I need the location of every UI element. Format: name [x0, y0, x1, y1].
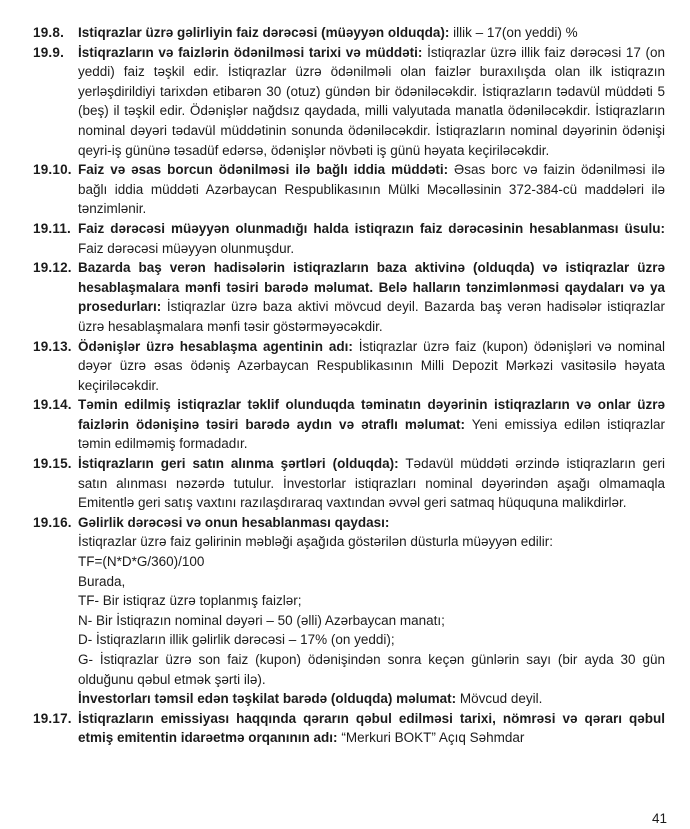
section-number: 19.13. — [33, 338, 72, 354]
section-text — [78, 709, 665, 748]
section-number: 19.15. — [33, 456, 72, 472]
formula-line: TF=(N*D*G/360)/100 — [78, 554, 205, 570]
section-19-15 — [33, 454, 665, 513]
section-number: 19.10. — [33, 162, 72, 178]
section-title: Ödənişlər üzrə hesablaşma agentinin adı: — [78, 338, 353, 354]
page-number: 41 — [651, 811, 667, 826]
section-body: İstiqrazlar üzrə faiz (kupon) ödənişləri və nominal dəyər üzrə əsas ödəniş Azərbaycan Respublikasının Milli Depozit Mərkəzi vasitəsilə həyata keçiriləcəkdir. — [78, 338, 665, 393]
section-title: Faiz dərəcəsi müəyyən olunmadığı halda istiqrazın faiz dərəcəsinin hesablanması üsulu: — [78, 220, 665, 236]
section-19-9 — [33, 43, 665, 161]
section-text — [78, 258, 665, 336]
section-number: 19.14. — [33, 397, 72, 413]
section-text — [78, 337, 665, 396]
section-body: Yeni emissiya edilən istiqrazlar təmin edilməmiş formadadır. — [78, 416, 665, 452]
section-title: Bazarda baş verən hadisələrin istiqrazların baza aktivinə (olduqda) və istiqrazlar üzrə hesablaşmalara mənfi təsiri barədə məlumat. Belə halların tənzimlənməsi qaydaları və ya prosedurları: — [78, 260, 665, 315]
section-19-10 — [33, 160, 665, 219]
investor-representation-line — [78, 689, 665, 709]
section-title: İstiqrazların və faizlərin ödənilməsi tarixi və müddəti: — [78, 44, 423, 60]
section-text — [78, 513, 665, 709]
formula-term-g: G- İstiqrazlar üzrə son faiz (kupon) ödənişindən sonra keçən günlərin sayı (bir ayda 30 gün olduğunu qəbul etmək şərti ilə). — [78, 652, 665, 687]
section-text — [78, 43, 665, 161]
section-title: İstiqrazların geri satın alınma şərtləri (olduqda): — [78, 456, 399, 472]
section-title: Istiqrazlar üzrə gəlirliyin faiz dərəcəsi (müəyyən olduqda): — [78, 25, 450, 40]
section-title: Gəlirlik dərəcəsi və onun hesablanması qaydası: — [78, 514, 390, 530]
sub-title: İnvestorları təmsil edən təşkilat barədə (olduqda) məlumat: — [78, 691, 457, 707]
section-text — [78, 160, 665, 219]
section-19-13 — [33, 337, 665, 396]
formula-term-n: N- Bir İstiqrazın nominal dəyəri – 50 (əlli) Azərbaycan manatı; — [78, 612, 445, 628]
section-19-17 — [33, 709, 665, 748]
section-19-14 — [33, 395, 665, 454]
section-body: Tədavül müddəti ərzində istiqrazların geri satın alınması nəzərdə tutulur. İnvestorlar istiqrazları nominal dəyərindən aşağı olmamaqla Emitentlə geri satış vaxtını razılaşdıraraq vaxtından əvvəl geri satmaq hüququna malikdirlər. — [78, 456, 665, 511]
section-body: İstiqrazlar üzrə baza aktivi mövcud deyil. Bazarda baş verən hadisələr istiqrazlar üzrə hesablaşmalara mənfi təsir göstərməyəcəkdir. — [78, 299, 665, 334]
section-number: 19.9. — [33, 44, 65, 60]
section-title: Faiz və əsas borcun ödənilməsi ilə bağlı iddia müddəti: — [78, 162, 449, 178]
section-19-16 — [33, 513, 665, 709]
section-19-12 — [33, 258, 665, 336]
formula-legend-intro: Burada, — [78, 573, 126, 589]
section-title: İstiqrazların emissiyası haqqında qərarın qəbul edilməsi tarixi, nömrəsi və qərarı qəbul etmiş emitentin idarəetmə orqanının adı: — [78, 710, 665, 746]
section-number: 19.8. — [33, 25, 65, 40]
section-body: Faiz dərəcəsi müəyyən olunmuşdur. — [78, 240, 295, 256]
section-body: İstiqrazlar üzrə illik faiz dərəcəsi 17 (on yeddi) faiz təşkil edir. İstiqrazlar üzrə ödənilməli olan faizlər buraxılışda olan ilk istiqrazın yerləşdirildiyi tarixdən etibarən 30 (otuz) gündən bir ödəniləcəkdir. İstiqrazların tədavül müddəti 5 (beş) il təşkil edir. Ödənişlər nağdsız qaydada, milli valyutada manatla ödəniləcəkdir. İstiqrazların nominal dəyəri tədavül müddətinin sonunda ödəniləcəkdir. İstiqrazların nominal dəyərinin ödənişi qeyri-iş gününə təsadüf edərsə, ödənişlər növbəti iş günü həyata keçiriləcəkdir. — [78, 44, 665, 158]
section-title: Təmin edilmiş istiqrazlar təklif olunduqda təminatın dəyərinin istiqrazların və onlar üzrə faizlərin ödənişinə təsiri barədə aydın və ətraflı məlumat: — [78, 397, 665, 432]
section-body: Əsas borc və faizin ödənilməsi ilə bağlı iddia müddəti Azərbaycan Respublikasının Mülki Məcəlləsinin 372-384-cü maddələri ilə tənzimlənir. — [78, 162, 665, 217]
section-number: 19.12. — [33, 260, 72, 276]
sub-body: Mövcud deyil. — [459, 691, 543, 707]
section-19-8 — [33, 23, 665, 43]
section-text — [78, 219, 665, 258]
formula-term-tf: TF- Bir istiqraz üzrə toplanmış faizlər; — [78, 593, 302, 609]
section-body: “Merkuri BOKT” Açıq Səhmdar — [341, 730, 525, 746]
section-number: 19.11. — [33, 220, 71, 236]
section-text — [78, 395, 665, 454]
section-number: 19.16. — [33, 514, 72, 530]
formula-intro-line: İstiqrazlar üzrə faiz gəlirinin məbləği aşağıda göstərilən düsturla müəyyən edilir: — [78, 534, 553, 550]
formula-term-d: D- İstiqrazların illik gəlirlik dərəcəsi – 17% (on yeddi); — [78, 632, 395, 648]
section-text — [78, 23, 665, 43]
section-19-11 — [33, 219, 665, 258]
section-number: 19.17. — [33, 710, 72, 726]
section-body: illik – 17(on yeddi) % — [453, 25, 578, 40]
section-text — [78, 454, 665, 513]
